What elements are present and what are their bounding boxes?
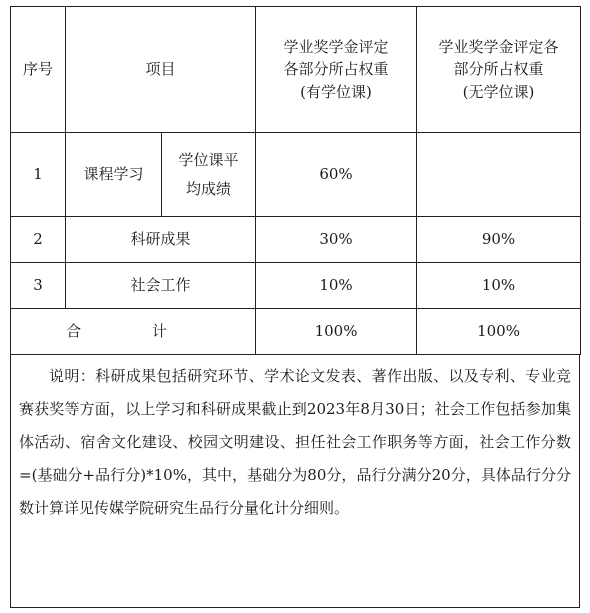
row-3-item: 社会工作 [66, 263, 256, 309]
row-2-with-degree: 30% [256, 217, 417, 263]
header-with-degree [256, 7, 417, 133]
row-1-index: 1 [11, 133, 66, 217]
header-without-degree-line-2: 部分所占权重 [453, 60, 544, 79]
row-1-subitem-line-2: 均成绩 [186, 179, 232, 198]
total-with-degree: 100% [256, 309, 417, 355]
row-1-subitem-line-1: 学位课平 [178, 151, 239, 169]
row-2-item: 科研成果 [66, 217, 256, 263]
header-without-degree-line-1: 学业奖学金评定各 [438, 37, 559, 56]
header-with-degree-line-1: 学业奖学金评定 [283, 37, 389, 56]
header-item: 项目 [66, 7, 256, 133]
table-total-row [11, 309, 581, 355]
row-1-subitem [162, 133, 256, 217]
header-without-degree-line-3: (无学位课) [462, 82, 535, 101]
row-1-without-degree [417, 133, 581, 217]
row-2-without-degree: 90% [417, 217, 581, 263]
table-header-row [11, 7, 581, 133]
table-row-1 [11, 133, 581, 217]
total-label: 合 计 [11, 309, 256, 355]
header-with-degree-line-2: 各部分所占权重 [283, 60, 389, 79]
explanation-note: 说明：科研成果包括研究环节、学术论文发表、著作出版、以及专利、专业竞赛获奖等方面，以上学习和科研成果截止到2023年8月30日；社会工作包括参加集体活动、宿舍文化建设、校园文明建设、担任社会工作职务等方面，社会工作分数=(基础分+品行分)*10%，其中，基础分为80分，品行分满分20分，具体品行分分数计算详见传媒学院研究生品行分量化计分细则。 [10, 354, 580, 608]
header-without-degree [417, 7, 581, 133]
scholarship-weight-table [10, 6, 581, 355]
table-row-2 [11, 217, 581, 263]
header-index: 序号 [11, 7, 66, 133]
row-2-index: 2 [11, 217, 66, 263]
row-3-index: 3 [11, 263, 66, 309]
row-1-with-degree: 60% [256, 133, 417, 217]
row-3-without-degree: 10% [417, 263, 581, 309]
row-3-with-degree: 10% [256, 263, 417, 309]
row-1-item: 课程学习 [66, 133, 162, 217]
table-row-3 [11, 263, 581, 309]
total-without-degree: 100% [417, 309, 581, 355]
header-with-degree-line-3: (有学位课) [300, 82, 372, 101]
